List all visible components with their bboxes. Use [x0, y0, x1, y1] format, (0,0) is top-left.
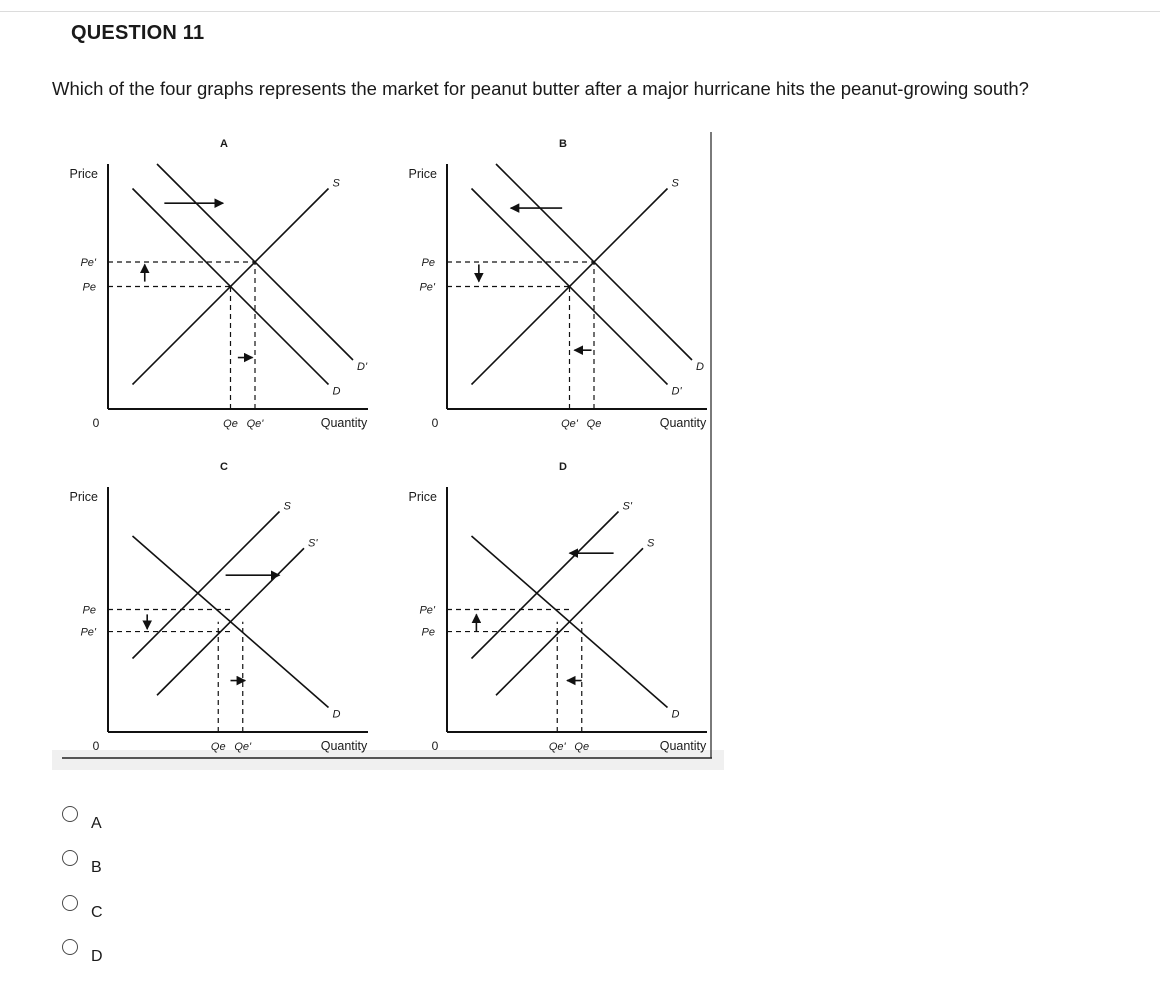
quantity-tick-label: Qe [574, 741, 590, 753]
curve-label: D' [671, 385, 682, 398]
price-tick-label: Pe [82, 604, 96, 617]
top-divider [0, 11, 1160, 12]
quantity-tick-label: Qe [210, 741, 226, 753]
supply-demand-graphs [52, 132, 724, 770]
price-tick-label: Pe' [80, 626, 96, 639]
curve-label: S' [622, 500, 632, 513]
option-b[interactable] [58, 846, 178, 886]
price-tick-label: Pe' [419, 281, 435, 294]
quantity-tick-label: Qe [223, 418, 238, 430]
quantity-tick-label: Qe' [246, 418, 264, 430]
curve-label: D [671, 708, 680, 721]
option-a[interactable] [58, 802, 178, 842]
x-axis-label: Quantity [320, 739, 368, 753]
graph-title-d: D [559, 461, 567, 473]
curve-label: S [332, 177, 340, 190]
curve-label: D [332, 385, 341, 398]
price-tick-label: Pe [421, 257, 435, 269]
price-tick-label: Pe [82, 281, 96, 294]
price-tick-label: Pe' [419, 604, 435, 617]
x-axis-label: Quantity [659, 739, 707, 753]
option-b-label: B [91, 859, 102, 876]
price-tick-label: Pe' [80, 257, 96, 269]
figure-bottom-strip [52, 750, 724, 770]
curve-label: D [696, 361, 704, 373]
curve-label: S' [308, 537, 318, 550]
question-figure [52, 132, 724, 770]
y-axis-label: Price [408, 490, 437, 504]
price-tick-label: Pe [421, 626, 435, 639]
quantity-tick-label: Qe' [548, 741, 566, 753]
option-d[interactable] [58, 935, 178, 975]
radio-b[interactable] [62, 850, 78, 866]
origin-label: 0 [431, 739, 439, 753]
quantity-tick-label: Qe' [561, 418, 578, 430]
graph-title-b: B [559, 138, 567, 150]
quantity-tick-label: Qe [586, 418, 602, 430]
y-axis-label: Price [69, 490, 98, 504]
question-text: Which of the four graphs represents the market for peanut butter after a major hurricane hits the peanut-growing south? [52, 78, 1029, 99]
x-axis-label: Quantity [659, 416, 707, 430]
graph-title-c: C [220, 461, 228, 473]
origin-label: 0 [92, 739, 100, 753]
question-title: QUESTION 11 [71, 22, 205, 44]
curve-label: S [671, 177, 679, 190]
curve-label: D' [357, 361, 368, 373]
origin-label: 0 [92, 416, 100, 430]
option-c-label: C [91, 904, 103, 921]
curve-label: S [647, 537, 655, 550]
y-axis-label: Price [69, 167, 98, 181]
option-a-label: A [91, 815, 102, 832]
y-axis-label: Price [408, 167, 437, 181]
x-axis-label: Quantity [320, 416, 368, 430]
radio-a[interactable] [62, 806, 78, 822]
quantity-tick-label: Qe' [234, 741, 252, 753]
origin-label: 0 [431, 416, 439, 430]
radio-d[interactable] [62, 939, 78, 955]
radio-c[interactable] [62, 895, 78, 911]
curve-label: D [332, 708, 341, 721]
option-d-label: D [91, 948, 103, 965]
curve-label: S [283, 500, 291, 513]
graph-title-a: A [220, 138, 228, 150]
option-c[interactable] [58, 891, 178, 931]
